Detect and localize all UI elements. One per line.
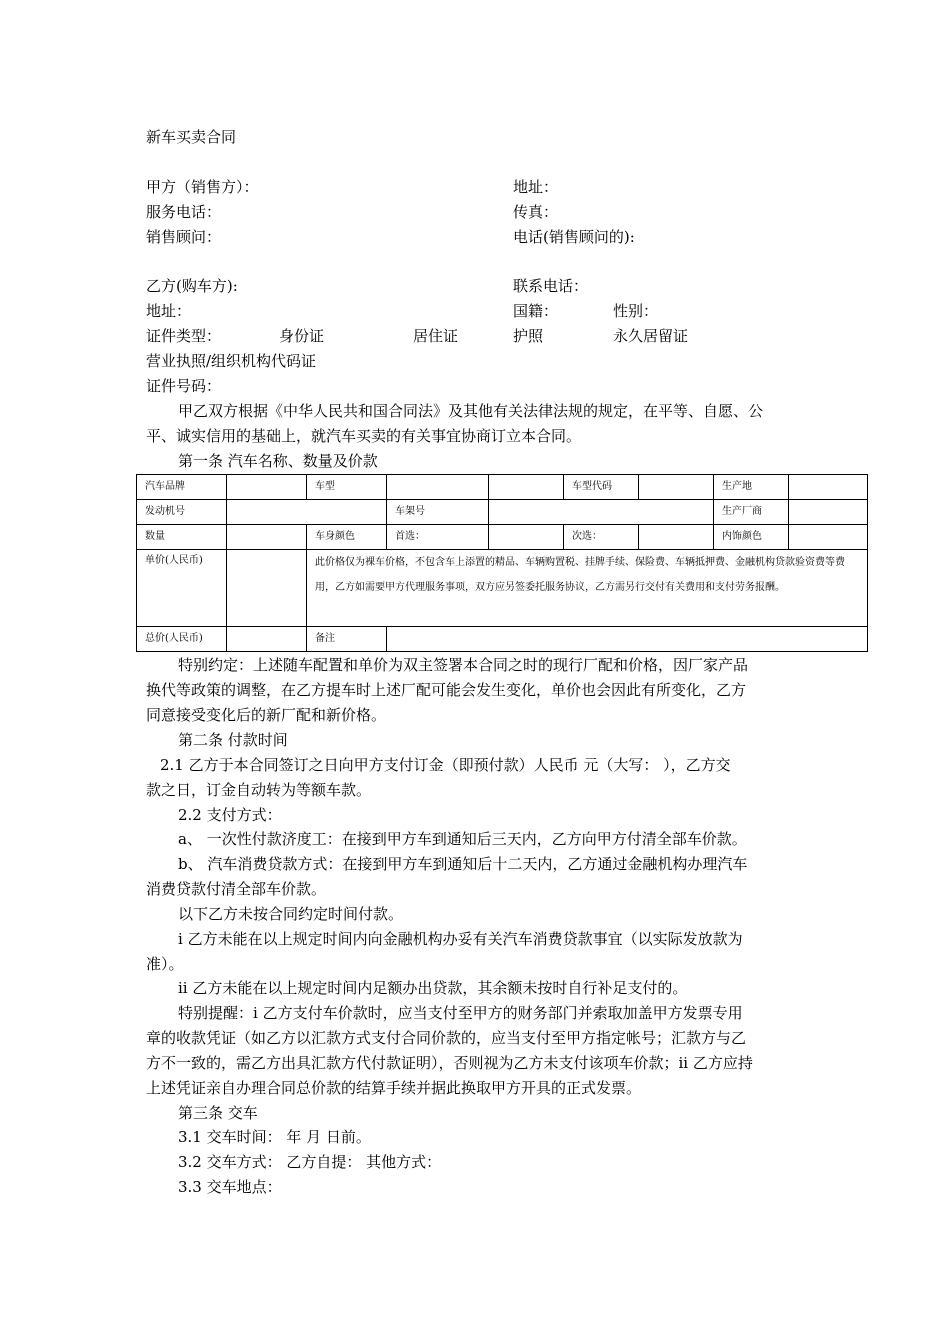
interior-color-cell[interactable]: [789, 525, 868, 550]
table-row: [137, 550, 868, 627]
special-agreement: 换代等政策的调整，在乙方提车时上述厂配可能会发生变化，单价也会因此有所变化，乙方: [146, 681, 747, 699]
first-choice-label: 首选：: [387, 525, 489, 550]
late-payment-i: i 乙方未能在以上规定时间内向金融机构办妥有关汽车消费贷款事宜（以实际发放款为: [178, 930, 743, 948]
model-code-label: 车型代码: [564, 475, 639, 500]
payment-option-a: a、 一次性付款济度工：在接到甲方车到通知后三天内，乙方向甲方付清全部车价款。: [178, 830, 747, 848]
quantity-cell[interactable]: [227, 525, 307, 550]
brand-cell[interactable]: [227, 475, 307, 500]
total-price-label: 总价(人民币): [137, 627, 227, 652]
intro-paragraph: 甲乙双方根据《中华人民共和国合同法》及其他有关法律法规的规定，在平等、自愿、公: [178, 402, 764, 420]
id-type-option: 护照: [513, 327, 544, 345]
gender-label: 性别：: [613, 302, 659, 320]
intro-paragraph: 平、诚实信用的基础上，就汽车买卖的有关事宜协商订立本合同。: [146, 427, 582, 445]
id-type-option: 营业执照/组织机构代码证: [146, 352, 317, 370]
document-title: 新车买卖合同: [146, 128, 237, 146]
seller-service-phone-label: 服务电话：: [146, 203, 222, 221]
engine-no-label: 发动机号: [137, 500, 227, 525]
advisor-phone-label: 电话(销售顾问的):: [513, 228, 635, 246]
sales-advisor-label: 销售顾问：: [146, 228, 222, 246]
model-label: 车型: [307, 475, 387, 500]
quantity-label: 数量: [137, 525, 227, 550]
special-reminder: 上述凭证亲自办理合同总价款的结算手续并据此换取甲方开具的正式发票。: [146, 1079, 642, 1097]
manufacturer-cell[interactable]: [789, 500, 868, 525]
article-3-heading: 第三条 交车: [178, 1104, 258, 1122]
second-choice-cell[interactable]: [639, 525, 714, 550]
table-row: [137, 475, 868, 500]
table-row: [137, 500, 868, 525]
model-cell[interactable]: [387, 475, 489, 500]
late-payment-i: 准）。: [146, 955, 184, 973]
buyer-contact-phone-label: 联系电话：: [513, 277, 589, 295]
clause-2-2: 2.2 支付方式：: [178, 806, 282, 824]
seller-fax-label: 传真：: [513, 203, 559, 221]
interior-color-label: 内饰颜色: [714, 525, 789, 550]
unit-price-cell[interactable]: [227, 550, 307, 627]
delivery-place: 3.3 交车地点：: [178, 1178, 282, 1196]
special-reminder: 方不一致的，需乙方出具汇款方代付款证明），否则视为乙方未支付该项车价款；ii 乙方应持: [146, 1054, 753, 1072]
article-1-heading: 第一条 汽车名称、数量及价款: [178, 452, 378, 470]
delivery-method: 3.2 交车方式： 乙方自提： 其他方式：: [178, 1153, 442, 1171]
body-color-label: 车身颜色: [307, 525, 387, 550]
clause-2-1: 2.1 乙方于本合同签订之日向甲方支付订金（即预付款）人民币 元（大写： ），乙方交: [160, 756, 731, 774]
engine-no-cell[interactable]: [227, 500, 387, 525]
remarks-cell[interactable]: [387, 627, 868, 652]
vin-label: 车架号: [387, 500, 489, 525]
id-type-label: 证件类型：: [146, 327, 222, 345]
id-type-option: 居住证: [413, 327, 459, 345]
id-number-label: 证件号码：: [146, 377, 222, 395]
delivery-time: 3.1 交车时间： 年 月 日前。: [178, 1128, 371, 1146]
buyer-address-label: 地址：: [146, 302, 192, 320]
remarks-label: 备注: [307, 627, 387, 652]
id-type-option: 永久居留证: [613, 327, 689, 345]
second-choice-label: 次选：: [564, 525, 639, 550]
special-reminder: 章的收款凭证（如乙方以汇款方式支付合同价款的，应当支付至甲方指定帐号；汇款方与乙: [146, 1029, 747, 1047]
unit-price-label: 单价(人民币): [137, 550, 227, 627]
payment-option-b: 消费贷款付清全部车价款。: [146, 880, 327, 898]
first-choice-cell[interactable]: [489, 525, 564, 550]
vehicle-info-table: [136, 474, 868, 652]
origin-label: 生产地: [714, 475, 789, 500]
total-price-cell[interactable]: [227, 627, 307, 652]
table-row: [137, 627, 868, 652]
brand-label: 汽车品牌: [137, 475, 227, 500]
nationality-label: 国籍：: [513, 302, 559, 320]
price-note: 此价格仅为裸车价格，不包含车上添置的精品、车辆购置税、挂牌手续、保险费、车辆抵押费、金融机构贷款验资费等费用，乙方如需要甲方代理服务事项，双方应另签委托服务协议，乙方需另行交付有关费用和支付劳务报酬。: [307, 550, 868, 627]
manufacturer-label: 生产厂商: [714, 500, 789, 525]
clause-2-1: 款之日，订金自动转为等额车款。: [146, 781, 372, 799]
late-payment-ii: ii 乙方未能在以上规定时间内足额办出贷款，其余额未按时自行补足支付的。: [178, 979, 688, 997]
table-row: [137, 525, 868, 550]
model-cell-2[interactable]: [489, 475, 564, 500]
seller-party-label: 甲方（销售方）：: [146, 178, 259, 196]
id-type-option: 身份证: [279, 327, 325, 345]
seller-address-label: 地址：: [513, 178, 559, 196]
origin-cell[interactable]: [789, 475, 868, 500]
vin-cell[interactable]: [489, 500, 714, 525]
special-reminder: 特别提醒：i 乙方支付车价款时，应当支付至甲方的财务部门并索取加盖甲方发票专用: [178, 1004, 743, 1022]
late-payment-intro: 以下乙方未按合同约定时间付款。: [178, 905, 404, 923]
payment-option-b: b、 汽车消费贷款方式：在接到甲方车到通知后十二天内，乙方通过金融机构办理汽车: [178, 855, 748, 873]
model-code-cell[interactable]: [639, 475, 714, 500]
special-agreement: 同意接受变化后的新厂配和新价格。: [146, 706, 387, 724]
article-2-heading: 第二条 付款时间: [178, 731, 288, 749]
special-agreement: 特别约定：上述随车配置和单价为双主签署本合同之时的现行厂配和价格，因厂家产品: [178, 656, 749, 674]
buyer-party-label: 乙方(购车方):: [146, 277, 238, 295]
